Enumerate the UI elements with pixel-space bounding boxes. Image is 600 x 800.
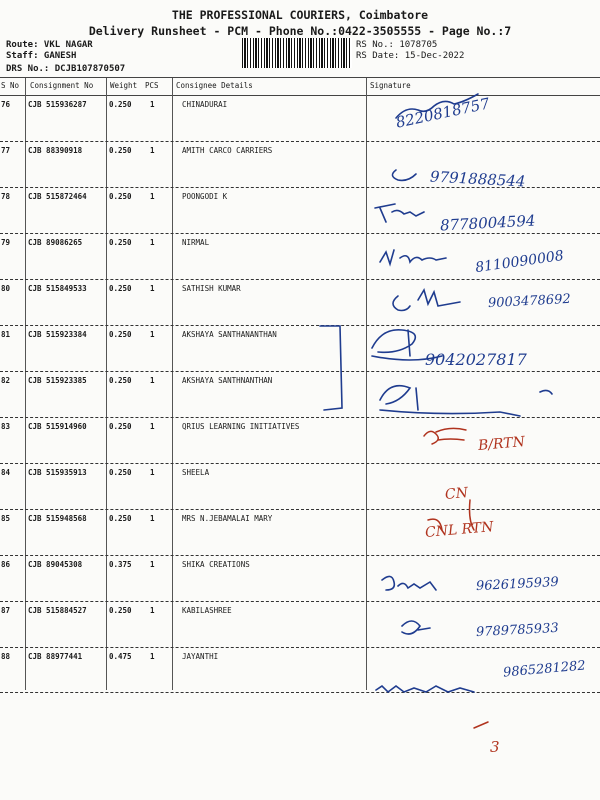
row-consignment: CJB 89086265 bbox=[28, 238, 83, 247]
row-pcs: 1 bbox=[150, 192, 155, 201]
row-consignee: SATHISH KUMAR bbox=[182, 284, 241, 293]
row-separator bbox=[0, 601, 600, 602]
row-sno: 81 bbox=[1, 330, 11, 339]
route-label: Route: VKL NAGAR bbox=[6, 40, 93, 50]
row-pcs: 1 bbox=[150, 330, 155, 339]
row-consignment: CJB 515849533 bbox=[28, 284, 87, 293]
row-consignment: CJB 89045308 bbox=[28, 560, 83, 569]
note-85a: CN bbox=[444, 485, 469, 503]
barcode bbox=[242, 38, 352, 68]
row-weight: 0.475 bbox=[109, 652, 132, 661]
mark-page bbox=[474, 722, 488, 728]
row-consignee: CHINADURAI bbox=[182, 100, 228, 109]
signature-81: 9042027817 bbox=[425, 350, 527, 369]
row-consignment: CJB 515923384 bbox=[28, 330, 87, 339]
row-sno: 87 bbox=[1, 606, 11, 615]
row-pcs: 1 bbox=[150, 422, 155, 431]
row-weight: 0.250 bbox=[109, 606, 132, 615]
row-pcs: 1 bbox=[150, 514, 155, 523]
col-header-consignee: Consignee Details bbox=[176, 81, 253, 90]
row-consignee: AKSHAYA SANTHANANTHAN bbox=[182, 330, 277, 339]
staff-label: Staff: GANESH bbox=[6, 51, 77, 61]
row-pcs: 1 bbox=[150, 146, 155, 155]
runsheet-subtitle: Delivery Runsheet - PCM - Phone No.:0422-3505555 - Page No.:7 bbox=[88, 24, 512, 38]
row-consignee: AMITH CARCO CARRIERS bbox=[182, 146, 273, 155]
row-consignee: JAYANTHI bbox=[182, 652, 219, 661]
row-weight: 0.250 bbox=[109, 100, 132, 109]
col-header-weight: Weight bbox=[110, 81, 138, 90]
row-consignment: CJB 515923385 bbox=[28, 376, 87, 385]
row-pcs: 1 bbox=[150, 606, 155, 615]
row-separator bbox=[0, 555, 600, 556]
row-sno: 83 bbox=[1, 422, 11, 431]
row-sno: 77 bbox=[1, 146, 11, 155]
col-header-pcs: PCS bbox=[145, 81, 159, 90]
page-mark: 3 bbox=[490, 738, 500, 756]
row-consignee: AKSHAYA SANTHNANTHAN bbox=[182, 376, 273, 385]
signature-76: 8220818757 bbox=[394, 94, 492, 132]
drs-number: DRS No.: DCJB107870507 bbox=[6, 64, 126, 74]
row-sno: 85 bbox=[1, 514, 11, 523]
row-consignee: QRIUS LEARNING INITIATIVES bbox=[182, 422, 300, 431]
header-top-rule bbox=[0, 77, 600, 78]
rs-date: RS Date: 15-Dec-2022 bbox=[356, 51, 465, 61]
row-weight: 0.250 bbox=[109, 376, 132, 385]
row-weight: 0.375 bbox=[109, 560, 132, 569]
signature-88: 9865281282 bbox=[502, 658, 587, 681]
row-consignee: NIRMAL bbox=[182, 238, 210, 247]
row-separator bbox=[0, 233, 600, 234]
row-sno: 78 bbox=[1, 192, 11, 201]
signature-80: 9003478692 bbox=[487, 291, 572, 312]
row-consignment: CJB 515872464 bbox=[28, 192, 87, 201]
table-row bbox=[0, 464, 600, 510]
row-pcs: 1 bbox=[150, 238, 155, 247]
row-separator bbox=[0, 371, 600, 372]
row-consignee: POONGODI K bbox=[182, 192, 228, 201]
col-header-sno: S No bbox=[1, 81, 20, 90]
col-header-signature: Signature bbox=[370, 81, 411, 90]
row-pcs: 1 bbox=[150, 652, 155, 661]
row-separator bbox=[0, 647, 600, 648]
signature-86: 9626195939 bbox=[475, 574, 560, 595]
signature-77: 9791888544 bbox=[429, 167, 526, 191]
row-consignment: CJB 515884527 bbox=[28, 606, 87, 615]
row-consignee: KABILASHREE bbox=[182, 606, 232, 615]
row-separator bbox=[0, 325, 600, 326]
note-83: B/RTN bbox=[477, 433, 526, 455]
row-sno: 80 bbox=[1, 284, 11, 293]
row-separator bbox=[0, 279, 600, 280]
row-sno: 79 bbox=[1, 238, 11, 247]
row-consignment: CJB 515936287 bbox=[28, 100, 87, 109]
row-pcs: 1 bbox=[150, 100, 155, 109]
row-consignee: SHEELA bbox=[182, 468, 210, 477]
row-sno: 88 bbox=[1, 652, 11, 661]
row-pcs: 1 bbox=[150, 468, 155, 477]
row-weight: 0.250 bbox=[109, 330, 132, 339]
row-consignment: CJB 88390918 bbox=[28, 146, 83, 155]
row-pcs: 1 bbox=[150, 284, 155, 293]
row-sno: 82 bbox=[1, 376, 11, 385]
row-consignee: MRS N.JEBAMALAI MARY bbox=[182, 514, 273, 523]
signature-87: 9789785933 bbox=[475, 620, 560, 641]
row-sno: 84 bbox=[1, 468, 11, 477]
row-consignment: CJB 515948568 bbox=[28, 514, 87, 523]
row-weight: 0.250 bbox=[109, 238, 132, 247]
row-consignment: CJB 515914960 bbox=[28, 422, 87, 431]
row-separator bbox=[0, 141, 600, 142]
row-separator bbox=[0, 417, 600, 418]
row-separator bbox=[0, 692, 600, 693]
row-pcs: 1 bbox=[150, 376, 155, 385]
row-pcs: 1 bbox=[150, 560, 155, 569]
row-weight: 0.250 bbox=[109, 146, 132, 155]
row-consignment: CJB 88977441 bbox=[28, 652, 83, 661]
row-consignee: SHIKA CREATIONS bbox=[182, 560, 250, 569]
note-85b: CNL RTN bbox=[424, 519, 495, 541]
table-row bbox=[0, 372, 600, 418]
table-row bbox=[0, 96, 600, 142]
row-weight: 0.250 bbox=[109, 192, 132, 201]
row-weight: 0.250 bbox=[109, 514, 132, 523]
row-separator bbox=[0, 463, 600, 464]
runsheet-title: THE PROFESSIONAL COURIERS, Coimbatore bbox=[171, 8, 429, 22]
row-sno: 86 bbox=[1, 560, 11, 569]
row-weight: 0.250 bbox=[109, 284, 132, 293]
table-row bbox=[0, 510, 600, 556]
signature-78: 8778004594 bbox=[439, 211, 536, 235]
col-header-consignment: Consignment No bbox=[30, 81, 94, 90]
row-weight: 0.250 bbox=[109, 422, 132, 431]
row-weight: 0.250 bbox=[109, 468, 132, 477]
rs-number: RS No.: 1078705 bbox=[356, 40, 438, 50]
row-consignment: CJB 515935913 bbox=[28, 468, 87, 477]
signature-79: 8110090008 bbox=[474, 247, 565, 277]
row-sno: 76 bbox=[1, 100, 11, 109]
row-separator bbox=[0, 509, 600, 510]
